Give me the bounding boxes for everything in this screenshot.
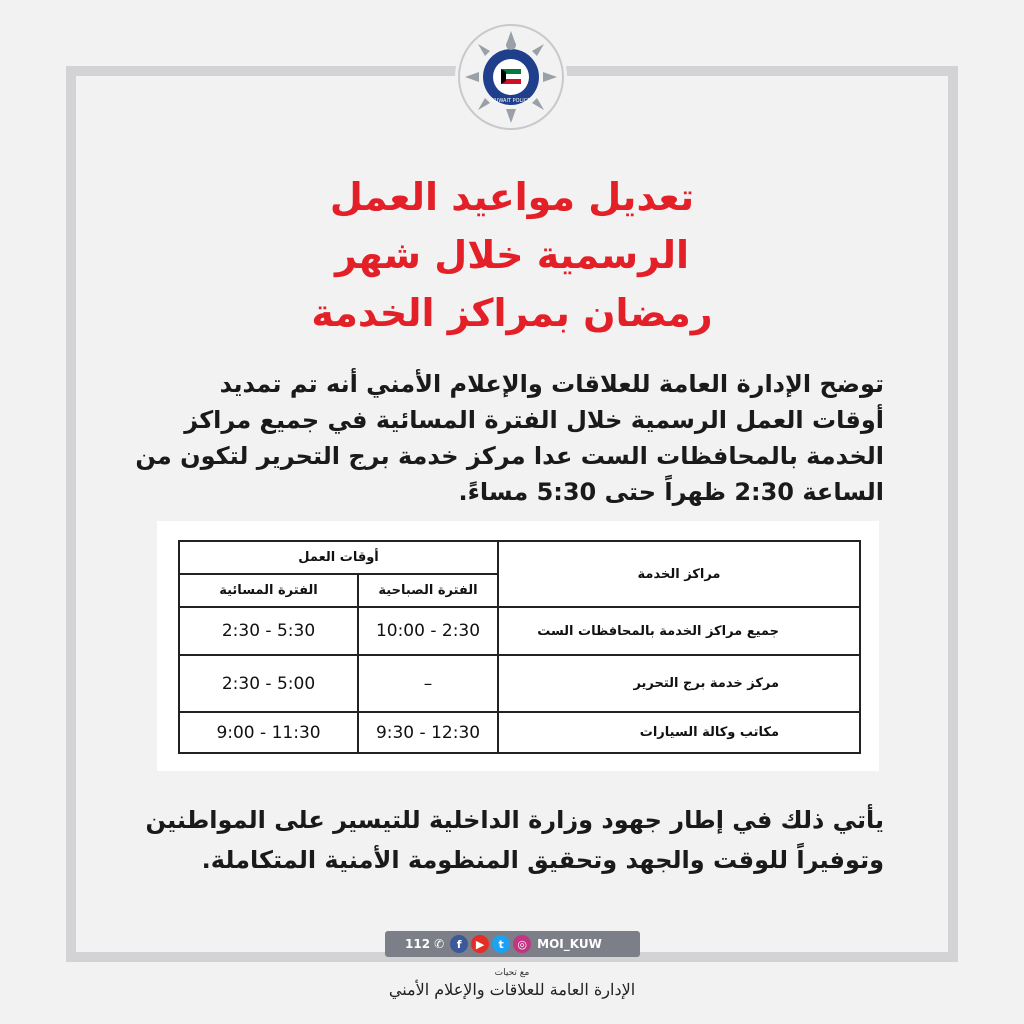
table-row	[179, 655, 860, 712]
header-evening-period: الفترة المسائية	[179, 574, 358, 607]
department-signature: الإدارة العامة للعلاقات والإعلام الأمني	[388, 980, 636, 999]
evening-hours: 5:30 - 2:30	[179, 607, 358, 655]
social-media-bar	[385, 931, 640, 957]
closing-paragraph	[140, 800, 884, 880]
title-line: الرسمية خلال شهر	[334, 233, 690, 277]
header-working-hours: أوقات العمل	[179, 541, 498, 574]
working-hours-card	[157, 521, 879, 771]
title-line: رمضان بمراكز الخدمة	[311, 291, 713, 335]
kuwait-police-emblem-icon	[457, 23, 565, 131]
intro-line: الساعة 2:30 ظهراً حتى 5:30 مساءً.	[458, 478, 884, 506]
service-center-name: جميع مراكز الخدمة بالمحافظات الست	[498, 607, 860, 655]
intro-line: الخدمة بالمحافظات الست عدا مركز خدمة برج التحرير لتكون من	[135, 442, 884, 470]
service-center-name: مركز خدمة برج التحرير	[498, 655, 860, 712]
intro-paragraph	[135, 366, 884, 510]
outro-line: يأتي ذلك في إطار جهود وزارة الداخلية للتيسير على المواطنين	[145, 806, 884, 834]
header-morning-period: الفترة الصباحية	[358, 574, 498, 607]
emergency-phone	[405, 937, 444, 951]
working-hours-table	[178, 540, 861, 754]
service-center-name: مكاتب وكالة السيارات	[498, 712, 860, 753]
facebook-icon[interactable]: f	[450, 935, 468, 953]
title-line: تعديل مواعيد العمل	[329, 175, 695, 219]
morning-hours: 12:30 - 9:30	[358, 712, 498, 753]
evening-hours: 5:00 - 2:30	[179, 655, 358, 712]
phone-number: 112	[405, 937, 431, 951]
table-row	[179, 607, 860, 655]
police-logo	[455, 21, 567, 133]
svg-text:KUWAIT POLICE: KUWAIT POLICE	[491, 98, 531, 104]
youtube-icon[interactable]: ▶	[471, 935, 489, 953]
intro-line: توضح الإدارة العامة للعلاقات والإعلام الأمني أنه تم تمديد	[219, 370, 884, 398]
social-icons	[450, 935, 531, 953]
outro-line: وتوفيراً للوقت والجهد وتحقيق المنظومة الأمنية المتكاملة.	[201, 846, 884, 874]
twitter-icon[interactable]: t	[492, 935, 510, 953]
phone-icon: ✆	[434, 937, 445, 951]
instagram-icon[interactable]: ◎	[513, 935, 531, 953]
announcement-title	[200, 168, 824, 342]
social-handle[interactable]: MOI_KUW	[537, 937, 602, 951]
morning-hours: 2:30 - 10:00	[358, 607, 498, 655]
intro-line: أوقات العمل الرسمية خلال الفترة المسائية في جميع مراكز	[184, 406, 884, 434]
evening-hours: 11:30 - 9:00	[179, 712, 358, 753]
table-row	[179, 712, 860, 753]
header-service-centers: مراكز الخدمة	[498, 541, 860, 607]
morning-hours: –	[358, 655, 498, 712]
credit-greeting: مع تحيات	[494, 968, 530, 978]
